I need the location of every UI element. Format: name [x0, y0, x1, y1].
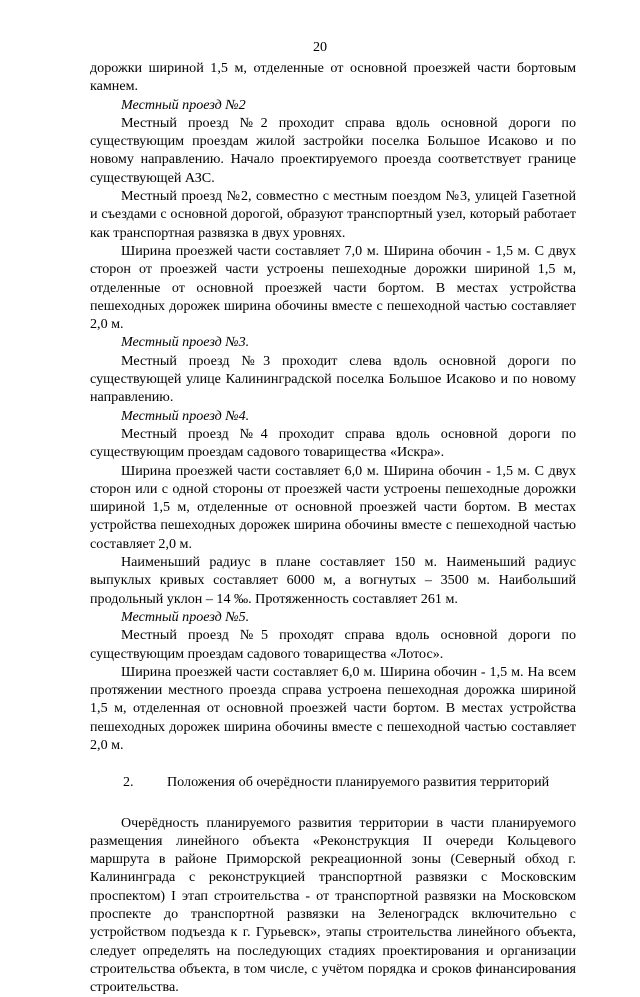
- paragraph: Местный проезд №4 проходит справа вдоль основной дороги по существующим проездам садового товарищества «Искра».: [90, 425, 576, 461]
- subheading-local-road-5: Местный проезд №5.: [121, 608, 250, 625]
- section-heading: [90, 773, 576, 791]
- section-paragraph: Очерёдность планируемого развития территории в части планируемого размещения линейного объекта «Реконструкция II очереди Кольцевого маршрута в районе Приморской рекреационной зоны (Северный обход г. Калининграда с реконструкцией транспортной развязки с Московским проспектом) I этап строительства - от транспортной развязки на Московском проспекте до транспортной развязки на Зеленоградск включительно с устройством подъезда к г. Гурьевск», этапы строительства линейного объекта, следует определять на последующих стадиях проектирования и организации строительства объекта, в том числе, с учётом порядка и сроков финансирования строительства.: [90, 814, 576, 996]
- paragraph: Наименьший радиус в плане составляет 150 м. Наименьший радиус выпуклых кривых составляет 6000 м, а вогнутых – 3500 м. Наибольший продольный уклон – 14 ‰. Протяженность составляет 261 м.: [90, 554, 576, 607]
- section-number: 2.: [123, 774, 134, 791]
- subheading-local-road-4: Местный проезд №4.: [121, 407, 250, 424]
- subheading-local-road-3: Местный проезд №3.: [121, 334, 250, 351]
- paragraph: Местный проезд №2, совместно с местным поездом №3, улицей Газетной и съездами с основной дорогой, образуют транспортный узел, который работает как транспортная развязка в двух уровнях.: [90, 188, 576, 241]
- page-number: 20: [312, 39, 328, 55]
- paragraph: Местный проезд №5 проходят справа вдоль основной дороги по существующим проездам садового товарищества «Лотос».: [90, 627, 576, 662]
- paragraph: Местный проезд №3 проходит слева вдоль основной дороги по существующей улице Калининградской поселка Большое Исаково и по новому направлению.: [90, 352, 576, 406]
- subheading-local-road-2: Местный проезд №2: [121, 96, 246, 113]
- paragraph: Местный проезд №2 проходит справа вдоль основной дороги по существующим проездам жилой застройки поселка Большое Исаково и по новому направлению. Начало проектируемого проезда соответствует границе существующей АЗС.: [90, 114, 576, 186]
- paragraph: Ширина проезжей части составляет 6,0 м. Ширина обочин - 1,5 м. С двух сторон или с одной стороны от проезжей части устроены пешеходные дорожки шириной 1,5 м, отделенные от основной проезжей части бортом. В местах устройства пешеходных дорожек ширина обочины вместе с пешеходной частью составляет 2,0 м.: [90, 462, 576, 552]
- paragraph-continuation: дорожки шириной 1,5 м, отделенные от основной проезжей части бортовым камнем.: [90, 60, 576, 95]
- page-content: [90, 59, 576, 997]
- paragraph: Ширина проезжей части составляет 7,0 м. Ширина обочин - 1,5 м. С двух сторон от проезжей части устроены пешеходные дорожки шириной 1,5 м, отделенные от основной проезжей части бортом. В местах устройства пешеходных дорожек ширина обочины вместе с пешеходной частью составляет 2,0 м.: [90, 242, 576, 333]
- paragraph: Ширина проезжей части составляет 6,0 м. Ширина обочин - 1,5 м. На всем протяжении местного проезда справа устроена пешеходная дорожка шириной 1,5 м, отделенная от основной проезжей части бортом. В местах устройства пешеходных дорожек ширина обочины вместе с пешеходной частью составляет 2,0 м.: [90, 663, 576, 753]
- section-title: Положения об очерёдности планируемого развития территорий: [167, 774, 550, 791]
